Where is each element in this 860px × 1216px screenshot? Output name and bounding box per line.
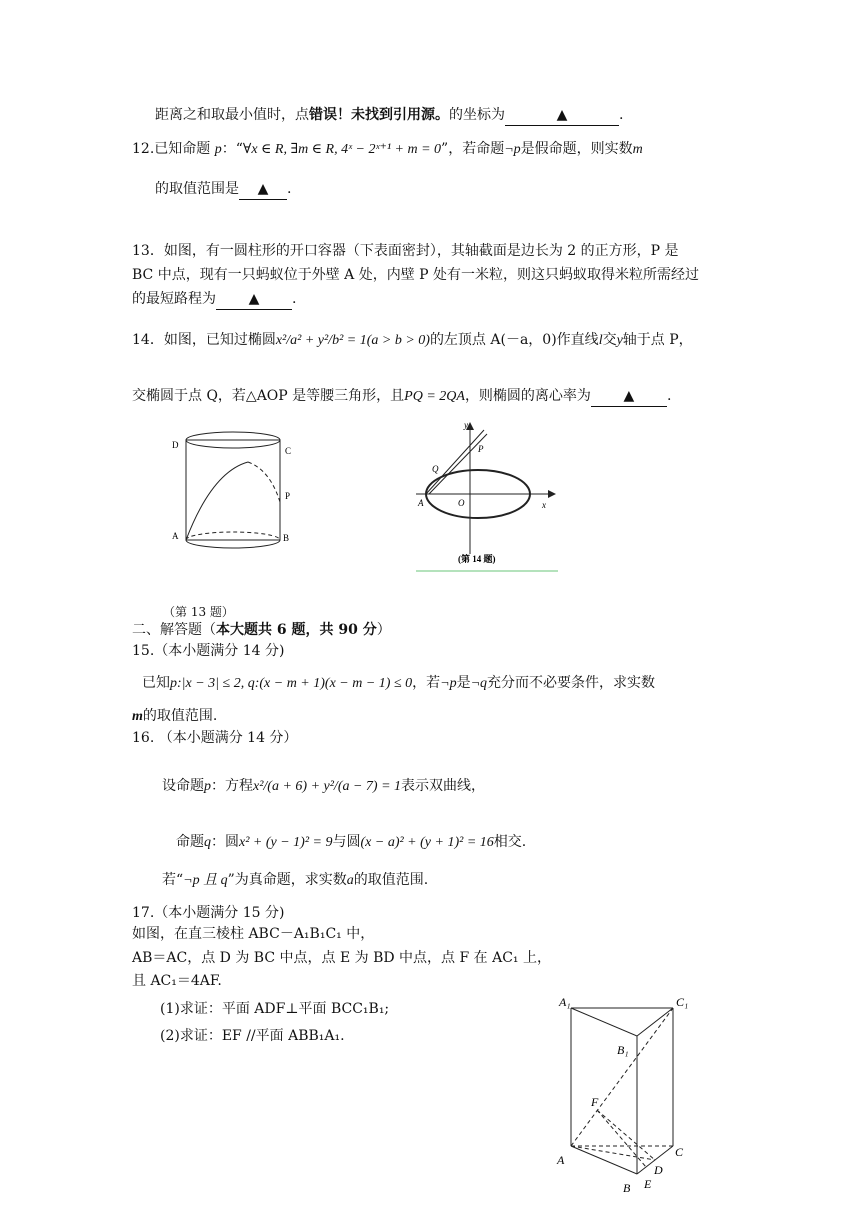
q16-circle2: (x − a)² + (y + 1)² = 16 bbox=[360, 835, 494, 850]
q14-y: y bbox=[616, 333, 623, 348]
q15-line1 bbox=[142, 673, 655, 694]
q16-line2-a: 命题 bbox=[176, 834, 204, 850]
q16-line1-c: 表示双曲线， bbox=[401, 778, 486, 794]
q16-line3-a: 若“ bbox=[162, 872, 184, 888]
q13-line3-text: 的最短路程为 bbox=[132, 291, 216, 307]
q17-line3: 且 AC₁＝4AF. bbox=[132, 973, 222, 989]
q16-line3-c: 的取值范围. bbox=[353, 872, 429, 888]
fig14-label-y: y bbox=[464, 420, 468, 430]
q16-line2-c: 与圆 bbox=[332, 834, 361, 850]
q16-line3-f: ¬p 且 q bbox=[183, 873, 228, 888]
q16-line2 bbox=[176, 832, 526, 853]
q16-line3 bbox=[162, 870, 428, 891]
q12-answer-blank bbox=[239, 179, 287, 200]
q17-header: 17.（本小题满分 15 分) bbox=[132, 905, 285, 921]
q15-text-a: 已知 bbox=[142, 675, 170, 691]
fig14-label-o: O bbox=[458, 498, 465, 508]
q14-line1 bbox=[132, 330, 693, 351]
fig17-label-f: F bbox=[591, 1095, 599, 1109]
q12-p: p bbox=[214, 142, 222, 157]
q13-line1: 13．如图，有一圆柱形的开口容器（下表面密封），其轴截面是边长为 2 的正方形，P 是 bbox=[132, 243, 679, 259]
q11-end: . bbox=[619, 107, 624, 123]
q14-line2-b: ，则椭圆的离心率为 bbox=[464, 388, 591, 404]
q15-text-c: 是 bbox=[456, 675, 471, 691]
q11-text-b: 的坐标为 bbox=[449, 107, 505, 123]
q13-end: . bbox=[292, 291, 297, 307]
q16-line1-b: ：方程 bbox=[211, 778, 253, 794]
answer-triangle-icon: ▲ bbox=[257, 181, 269, 197]
q14-text-c: 交 bbox=[602, 332, 617, 348]
q17-line1: 如图，在直三棱柱 ABC－A₁B₁C₁ 中， bbox=[132, 926, 375, 942]
q11-text: 距离之和取最小值时，点 bbox=[155, 107, 309, 123]
q14-end: . bbox=[666, 388, 672, 404]
q17-part1: (1)求证：平面 ADF⊥平面 BCC₁B₁; bbox=[160, 1001, 390, 1017]
q16-line1 bbox=[162, 776, 485, 797]
q15-text-b: ，若 bbox=[412, 675, 441, 691]
q14-line2-a: 交椭圆于点 Q，若△AOP 是等腰三角形，且 bbox=[132, 388, 405, 404]
section2-title-c: ） bbox=[376, 622, 391, 638]
fig13-label-a: A bbox=[172, 531, 179, 541]
q14-text-a: 如图，已知过椭圆 bbox=[163, 332, 276, 348]
q15-text-d: 充分而不必要条件，求实数 bbox=[487, 675, 656, 691]
q15-not-p: ¬p bbox=[440, 676, 457, 691]
fig14-label-a: A bbox=[418, 498, 424, 508]
q11-line bbox=[155, 105, 623, 126]
q17-part2: (2)求证：EF //平面 ABB₁A₁. bbox=[160, 1028, 345, 1044]
q14-text-b: 的左顶点 A(－a，0)作直线 bbox=[429, 332, 599, 348]
q13-line3 bbox=[132, 289, 296, 310]
q16-q: q bbox=[204, 835, 211, 850]
q12-number: 12. bbox=[132, 141, 155, 157]
fig17-label-e: E bbox=[644, 1177, 652, 1191]
fig14-label-x: x bbox=[542, 500, 546, 510]
q15-header: 15.（本小题满分 14 分) bbox=[132, 643, 285, 659]
fig17-label-c: C bbox=[675, 1145, 684, 1159]
q12-colon: ：“ bbox=[221, 141, 243, 157]
q12-line2 bbox=[155, 179, 291, 200]
figure-14-ellipse bbox=[412, 418, 562, 576]
section2-title-a: 二、解答题（ bbox=[132, 622, 216, 638]
q16-line2-b: ：圆 bbox=[211, 834, 239, 850]
fig17-label-a: A bbox=[557, 1153, 565, 1167]
figure-17-prism bbox=[555, 992, 705, 1202]
q15-not-q: ¬q bbox=[470, 676, 488, 691]
fig17-label-a1: A₁ bbox=[559, 995, 571, 1009]
fig17-label-d: D bbox=[654, 1163, 663, 1177]
fig13-caption: （第 13 题） bbox=[163, 605, 234, 619]
q13-line2: BC 中点，现有一只蚂蚁位于外壁 A 处，内壁 P 处有一米粒，则这只蚂蚁取得米粒所需经过 bbox=[132, 267, 700, 283]
fig14-caption: (第 14 题) bbox=[458, 554, 496, 564]
q15-formula: p:|x − 3| ≤ 2, q:(x − m + 1)(x − m − 1) ≤ 0 bbox=[170, 676, 413, 691]
fig14-label-p: P bbox=[478, 444, 484, 454]
fig14-label-q: Q bbox=[432, 464, 439, 474]
q16-eq1: x²/(a + 6) + y²/(a − 7) = 1 bbox=[253, 779, 402, 794]
q16-p: p bbox=[204, 779, 211, 794]
answer-triangle-icon: ▲ bbox=[248, 291, 260, 307]
q12-formula: ∀x ∈ R, ∃m ∈ R, 4ˣ − 2ˣ⁺¹ + m = 0 bbox=[242, 142, 442, 157]
q11-answer-blank bbox=[505, 105, 619, 126]
q14-number: 14． bbox=[132, 332, 164, 348]
q14-vector-formula: PQ = 2QA bbox=[404, 389, 465, 404]
q16-circle1: x² + (y − 1)² = 9 bbox=[239, 835, 333, 850]
q13-answer-blank bbox=[216, 289, 292, 310]
q12-text-c: 是假命题，则实数 bbox=[520, 141, 633, 157]
q16-line1-a: 设命题 bbox=[162, 778, 204, 794]
q16-header: 16. （本小题满分 14 分） bbox=[132, 730, 298, 746]
q16-line2-d: 相交. bbox=[493, 834, 527, 850]
q14-answer-blank bbox=[591, 386, 667, 407]
section2-title-b: 本大题共 6 题，共 90 分 bbox=[216, 622, 377, 638]
figure-13-cylinder bbox=[172, 432, 302, 552]
answer-triangle-icon: ▲ bbox=[556, 107, 568, 123]
q12-text-b: ”，若命题 bbox=[441, 141, 505, 157]
section2-title bbox=[132, 620, 391, 640]
q16-a: a bbox=[346, 873, 354, 888]
q14-formula: x²/a² + y²/b² = 1(a > b > 0) bbox=[275, 333, 430, 348]
q15-line2 bbox=[132, 706, 217, 727]
fig13-label-b: B bbox=[283, 533, 290, 543]
q14-text-d: 轴于点 P， bbox=[622, 332, 693, 348]
q15-m: m bbox=[132, 709, 143, 724]
q12-end: . bbox=[287, 181, 292, 197]
q14-l: l bbox=[598, 333, 603, 348]
answer-triangle-icon: ▲ bbox=[623, 388, 635, 404]
fig17-label-b1: B₁ bbox=[617, 1043, 629, 1057]
fig13-label-p: P bbox=[285, 491, 291, 501]
fig17-label-c1: C₁ bbox=[676, 995, 689, 1009]
q11-error-text: 错误！未找到引用源。 bbox=[309, 107, 449, 123]
q12-line1 bbox=[132, 139, 643, 160]
q16-line3-b: ”为真命题，求实数 bbox=[227, 872, 347, 888]
fig13-label-d: D bbox=[172, 440, 179, 450]
q17-line2: AB＝AC，点 D 为 BC 中点，点 E 为 BD 中点，点 F 在 AC₁ 上， bbox=[132, 950, 551, 966]
q14-line2 bbox=[132, 386, 671, 407]
fig17-label-b: B bbox=[623, 1181, 631, 1195]
q12-not-p: ¬p bbox=[504, 142, 521, 157]
q15-line2-text: 的取值范围. bbox=[142, 708, 218, 724]
fig13-label-c: C bbox=[285, 446, 292, 456]
q12-line2-text: 的取值范围是 bbox=[155, 181, 239, 197]
q12-text-a: 已知命题 bbox=[154, 141, 211, 157]
q12-m: m bbox=[632, 142, 643, 157]
